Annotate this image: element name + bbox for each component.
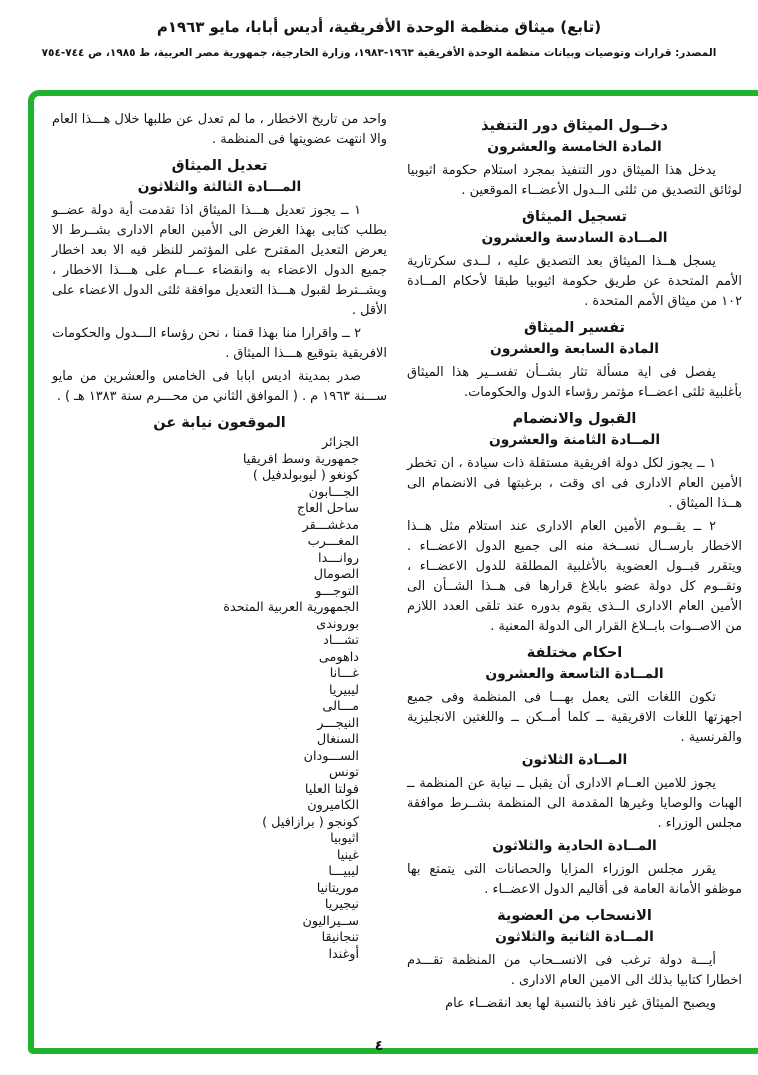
- article-heading: المــادة الثانية والثلاثون: [495, 929, 654, 945]
- signatory-item: نيجيريا: [324, 897, 359, 912]
- paragraph: أيـــة دولة ترغب فى الانســحاب من المنظمة تقـــدم اخطارا كتابيا بذلك الى الامين العام الادارى .: [407, 953, 742, 988]
- signatory-item: فولتا العليا: [304, 781, 359, 797]
- article-heading: المــادة السادسة والعشرون: [481, 230, 668, 246]
- section-heading: الموقعون نيابة عن: [153, 415, 286, 431]
- signatory-item: داهومى: [318, 649, 359, 665]
- signatory-item: الجمهورية العربية المتحدة: [223, 600, 359, 615]
- document-border-box: [28, 90, 758, 1054]
- signatory-item: السنغال: [316, 732, 359, 747]
- article-heading: المادة السابعة والعشرون: [490, 341, 659, 357]
- article-heading: المــادة التاسعة والعشرون: [485, 666, 664, 682]
- signatory-item: مدغشـــقر: [302, 517, 359, 533]
- section-heading: دخــول الميثاق دور التنفيذ: [481, 118, 668, 134]
- section-heading: تسجيل الميثاق: [522, 209, 627, 225]
- page-header-source: المصدر: قرارات وتوصيات وبيانات منظمة الوحدة الأفريقية ١٩٦٣-١٩٨٣، وزارة الخارجية، جمهورية مصر العربية، ط ١٩٨٥، ص ٧٤٤-٧٥٤: [41, 47, 717, 59]
- signatory-item: مـــالى: [322, 699, 359, 714]
- signatory-item: التوجـــو: [315, 583, 359, 599]
- article-heading: المـــادة الثالثة والثلاثون: [137, 179, 302, 195]
- page-header: [0, 0, 758, 59]
- signatory-item: الصومال: [313, 567, 359, 582]
- article-heading: المــادة الحادية والثلاثون: [492, 838, 657, 854]
- article-heading: المــادة الثلاثون: [521, 752, 628, 768]
- page-number: ٤: [374, 1038, 384, 1054]
- column-left: [52, 110, 389, 1040]
- paragraph: واحد من تاريخ الاخطار ، ما لم تعدل عن طلبها خلال هـــذا العام والا انتهت عضويتها فى المنظمة .: [52, 112, 387, 147]
- signatory-item: روانـــدا: [318, 550, 359, 566]
- page-header-title: (تابع) ميثاق منظمة الوحدة الأفريقية، أديس أبابا، مايو ١٩٦٣م: [156, 18, 602, 36]
- signatory-item: غـــانا: [329, 666, 359, 681]
- signatory-item: جمهورية وسط افريقيا: [242, 451, 359, 467]
- signatory-item: اثيوبيا: [330, 831, 359, 846]
- paragraph: ٢ ــ واقرارا منا بهذا قمنا ، نحن رؤساء الـــدول والحكومات الافريقية بتوقيع هـــذا الميثاق .: [52, 326, 387, 361]
- paragraph: صدر بمدينة اديس ابابا فى الخامس والعشرين من مايو ســـنة ١٩٦٣ م . ( الموافق الثاني من محـــرم سنة ١٣٨٣ هـ ) .: [52, 369, 387, 404]
- signatory-item: الجزائر: [322, 435, 359, 450]
- signatory-item: تنجانيقا: [321, 930, 359, 945]
- section-heading: تفسير الميثاق: [523, 320, 625, 336]
- signatory-item: النيجـــر: [317, 715, 359, 731]
- paragraph: يدخل هذا الميثاق دور التنفيذ بمجرد استلام حكومة اثيوبيا لوثائق التصديق من ثلثى الــدول الأعضــاء الموقعين .: [407, 163, 742, 198]
- paragraph: ٢ ــ يقــوم الأمين العام الادارى عند استلام مثل هــذا الاخطار بارســال نســخة منه الى جميع الدول الاعضــاء . ويتقرر قبــول العضوية بالأغلبية المطلقة للدول الاعضــاء ، وتقــوم كل دولة عضو بابلاغ قرارها فى هــذا الشــأن الى الأمين العام الادارى الــذى يقوم بدوره عند تلقى العدد اللازم من الاصــوات بابــلاغ القرار الى الدولة المعنية .: [407, 519, 742, 634]
- signatory-item: ساحل العاج: [296, 501, 359, 516]
- signatory-item: ليبيـــا: [328, 864, 359, 879]
- article-heading: المــادة الثامنة والعشرون: [488, 432, 661, 448]
- signatory-item: تونس: [328, 765, 359, 780]
- paragraph: ١ ــ يجوز تعديل هـــذا الميثاق اذا تقدمت أية دولة عضــو بطلب كتابى بهذا الغرض الى الأمين العام الادارى بشــرط الا يعرض التعديل المقترح على المؤتمر للنظر فيه الا بعد اخطار جميع الدول الاعضاء به وانقضاء عـــام على هـــذا الاخطار ، ويشــترط لقبول هـــذا التعديل موافقة ثلثى الدول الاعضاء على الأقل .: [52, 203, 387, 318]
- signatory-item: كونغو ( ليوبولدفيل ): [252, 468, 359, 483]
- signatory-item: غينيا: [336, 847, 359, 863]
- signatory-item: ســيراليون: [302, 913, 359, 929]
- signatory-item: موريتانيا: [316, 880, 359, 896]
- signatory-item: بوروندى: [316, 616, 359, 632]
- signatory-item: الســـودان: [303, 748, 359, 764]
- signatory-item: ليبيريا: [328, 682, 359, 698]
- signatory-item: تشـــاد: [323, 633, 359, 648]
- section-heading: تعديل الميثاق: [171, 158, 268, 174]
- signatory-item: الكاميرون: [307, 798, 359, 813]
- signatory-item: كونجو ( برازافيل ): [262, 814, 359, 830]
- section-heading: الانسحاب من العضوية: [497, 908, 652, 924]
- paragraph: يجوز للامين العــام الادارى أن يقبل ــ نيابة عن المنظمة ــ الهبات والوصايا وغيرها المقدمة الى المنظمة بشــرط موافقة مجلس الوزراء .: [407, 776, 742, 831]
- section-heading: القبول والانضمام: [512, 411, 637, 427]
- paragraph: يسجل هــذا الميثاق بعد التصديق عليه ، لــدى سكرتارية الأمم المتحدة عن طريق حكومة اثيوبيا طبقا لأحكام المــادة ١٠٢ من ميثاق الأمم المتحدة .: [407, 254, 742, 309]
- paragraph: يقرر مجلس الوزراء المزايا والحصانات التى يتمتع بها موظفو الأمانة العامة فى أقاليم الدول الاعضــاء .: [407, 862, 742, 897]
- signatory-item: أوغندا: [328, 946, 359, 962]
- paragraph: ويصبح الميثاق غير نافذ بالنسبة لها بعد انقضــاء عام: [445, 996, 716, 1011]
- signatories-list: [52, 435, 387, 963]
- signatory-item: المغـــرب: [307, 534, 359, 549]
- signatory-item: الجـــابون: [308, 484, 359, 500]
- paragraph: يفصل فى اية مسألة تثار بشــأن تفســير هذا الميثاق بأغلبية ثلثى اعضــاء مؤتمر رؤساء الدول والحكومات.: [407, 365, 742, 400]
- paragraph: تكون اللغات التى يعمل بهـــا فى المنظمة وفى جميع اجهزتها اللغات الافريقية ــ كلما أمــكن ــ واللغتين الانجليزية والفرنسية .: [407, 690, 742, 745]
- paragraph: ١ ــ يجوز لكل دولة افريقية مستقلة ذات سيادة ، ان تخطر الأمين العام الادارى فى اى وقت ، برغبتها فى الانضمام الى هــذا الميثاق .: [407, 456, 742, 511]
- article-heading: المادة الخامسة والعشرون: [487, 139, 662, 155]
- section-heading: احكام مختلفة: [526, 645, 623, 661]
- column-right: [403, 110, 742, 1040]
